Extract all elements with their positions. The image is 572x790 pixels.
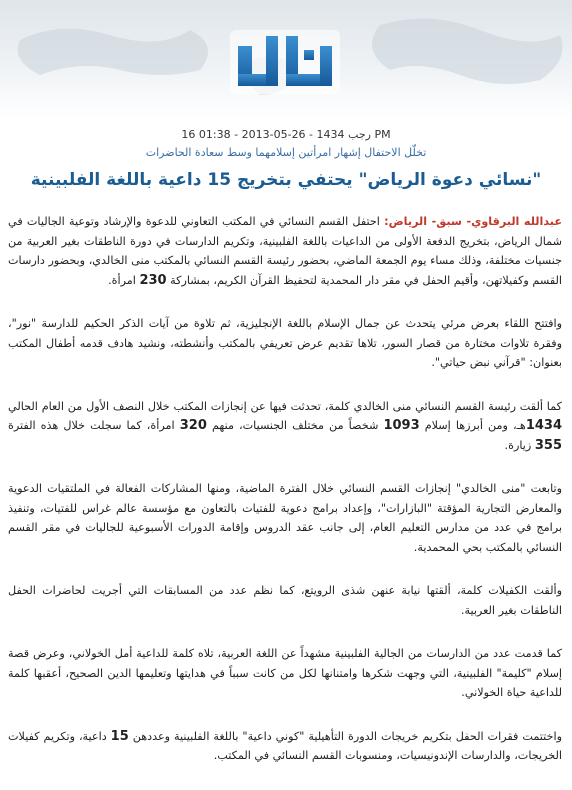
women-count: 320 xyxy=(179,418,207,433)
date-line: 16 رجب 1434 - 26-05-2013 - 01:38 PM xyxy=(181,128,391,141)
article-body xyxy=(8,212,562,790)
visits-count: 355 xyxy=(534,437,562,453)
paragraph-3-e: زيارة. xyxy=(504,438,535,452)
paragraph-4: وتابعت "منى الخالدي" إنجازات القسم النسائي خلال الفترة الماضية، ومنها المشاركات الفعالة في الملتقيات الدعوية والمعارض التجارية المؤقتة "البازارات"، وإعداد برامج دعوية للفتيات بالتعاون مع مؤسسة عالم غراس للفتيات، وتنفيذ برامج في عدد من مدارس التعليم العام، إلى جانب عقد الدروس وإقامة الدورات الأسبوعية للجاليات في مقر القسم النسائي بالمكتب بحي المحمدية. xyxy=(8,482,562,554)
sabq-logo[interactable] xyxy=(226,16,344,106)
masthead xyxy=(0,0,572,118)
tags-text[interactable]: تخلّل الاحتفال إشهار امرأتين إسلامهما وسط سعادة الحاضرات xyxy=(145,146,427,159)
converts-count: 1093 xyxy=(383,418,420,433)
paragraph-2: وافتتح اللقاء بعرض مرئي يتحدث عن جمال الإسلام باللغة الإنجليزية، ثم تلاوة من آيات الذكر الحكيم للدارسة "نور"، وفقرة تلاوات مختارة من قصار السور، تلاها تقديم عرض تعريفي بالمكتب وأنشطته، ونشيد هادف قدمه أطفال المكتب بعنوان: "قرآني نبض حياتي". xyxy=(8,317,562,369)
paragraph-3-c: شخصاً من مختلف الجنسيات، منهم xyxy=(206,419,384,432)
paragraph-7-a: واختتمت فقرات الحفل بتكريم خريجات الدورة التأهيلية "كوني داعية" باللغة الفلبينية وعددهن xyxy=(128,729,562,743)
paragraph-3 xyxy=(8,397,562,456)
hijri-year: 1434 xyxy=(525,418,563,433)
paragraph-1-end: امرأة. xyxy=(108,273,140,287)
article-tags[interactable] xyxy=(0,146,572,159)
paragraph-7-b: داعية، وتكريم كفيلات الخريجات، والدارسات الإندونيسيات، ومنسوبات القسم النسائي في المكتب. xyxy=(8,729,562,762)
paragraph-7 xyxy=(8,727,562,766)
paragraph-6: كما قدمت عدد من الدارسات من الجالية الفلبينية مشهداً عن اللغة العربية، تلاه كلمة للداعية أمل الخولاني، وعرض قصة إسلام "كليمة" الفلبينية، التي وجهت شكرها وامتنانها لكل من كانت سبباً في هدايتها وتعليمها الدين الصحيح، أعقبها كلمة للداعية حياة الخولاني. xyxy=(8,647,562,699)
paragraph-3-a: كما ألقت رئيسة القسم النسائي منى الخالدي كلمة، تحدثت فيها عن إنجازات المكتب خلال النصف الأول من العام الحالي xyxy=(8,399,562,413)
paragraph-1-text: احتفل القسم النسائي في المكتب التعاوني للدعوة والإرشاد وتوعية الجاليات في شمال الرياض، بتخريج الدفعة الأولى من الداعيات باللغة الفلبينية، وتكريم الدارسات في دورة الناطقات بغير العربية من جنسيات مختلفة، وذلك مساء يوم الجمعة الماضي، بحضور رئيسة القسم النسائي بالمكتب منى الخالدي، وبحضور دارسات القسم وكفيلاتهن، وأقيم الحفل في مقر دار المحمدية لتحفيظ القرآن الكريم، بمشاركة xyxy=(8,215,562,287)
participants-count: 230 xyxy=(139,272,167,288)
graduates-count: 15 xyxy=(110,728,129,744)
paragraph-3-d: امرأة، كما سجلت خلال هذه الفترة xyxy=(8,419,180,432)
article-headline: "نسائي دعوة الرياض" يحتفي بتخريج 15 داعية باللغة الفلبينية xyxy=(30,170,542,190)
paragraph-5: وألقت الكفيلات كلمة، ألقتها نيابة عنهن شذى الرويتع، كما نظم عدد من المسابقات التي أجريت لحاضرات الحفل الناطقات بغير العربية. xyxy=(8,584,562,617)
paragraph-1 xyxy=(8,212,562,290)
publish-date xyxy=(0,128,572,141)
paragraph-3-b: هـ، ومن أبرزها إسلام xyxy=(419,419,526,432)
byline: عبدالله البرقاوي- سبق- الرياض: xyxy=(384,215,562,228)
